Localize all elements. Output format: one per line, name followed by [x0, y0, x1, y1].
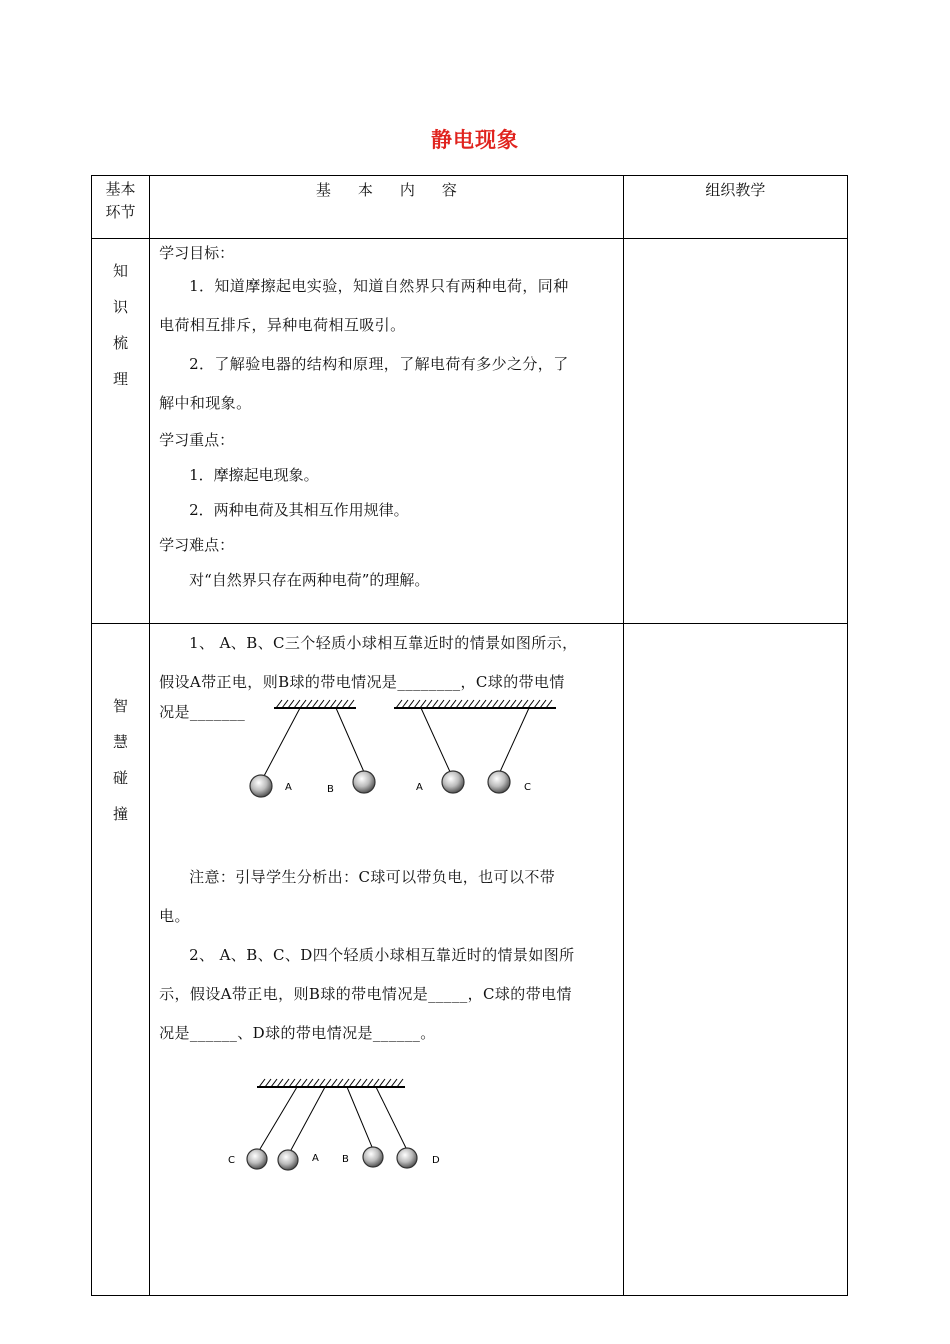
fig3-label-a: A — [312, 1153, 319, 1164]
question-1-line-2: 假设A带正电，则B球的带电情况是________，C球的带电情 — [159, 673, 565, 691]
objective-2-line-2: 解中和现象。 — [159, 394, 252, 412]
difficulty-point-1: 对“自然界只存在两种电荷”的理解。 — [189, 571, 430, 589]
label-char: 识 — [113, 298, 129, 316]
objectives-heading: 学习目标： — [159, 244, 235, 262]
ball-a — [278, 1150, 298, 1170]
ball-d — [397, 1148, 417, 1168]
question-2-line-2: 示，假设A带正电，则B球的带电情况是_____，C球的带电情 — [159, 985, 572, 1003]
fig3-label-c: C — [228, 1155, 236, 1166]
table-header-row — [92, 176, 848, 239]
ball-a — [250, 775, 272, 797]
header-content-char: 容 — [441, 181, 457, 199]
label-char: 梳 — [113, 334, 129, 352]
label-char: 慧 — [113, 733, 129, 751]
header-content-char: 内 — [399, 181, 442, 199]
ball-b — [363, 1147, 383, 1167]
note-line-1: 注意：引导学生分析出：C球可以带负电，也可以不带 — [189, 868, 556, 886]
note-line-2: 电。 — [159, 907, 190, 925]
question-1-figure-area — [159, 702, 615, 814]
section-knowledge-row — [92, 239, 848, 624]
question-2-line-1: 2、 A、B、C、D四个轻质小球相互靠近时的情景如图所 — [189, 946, 575, 964]
header-stage — [92, 176, 150, 239]
fig2-label-c: C — [524, 782, 532, 793]
pendulum-figure-1 — [159, 694, 619, 806]
key-point-2: 2．两种电荷及其相互作用规律。 — [189, 501, 409, 519]
difficulty-heading: 学习难点： — [159, 536, 235, 554]
key-points-heading: 学习重点： — [159, 431, 235, 449]
pendulum-figure-2 — [159, 1073, 619, 1183]
question-2-line-3: 况是______、D球的带电情况是______。 — [159, 1024, 436, 1042]
ball-c — [488, 771, 510, 793]
fig1-label-b: B — [327, 784, 334, 795]
section-knowledge-content — [150, 239, 624, 624]
section-knowledge-organization — [623, 239, 847, 624]
fig3-label-d: D — [432, 1155, 440, 1166]
fig2-label-a: A — [416, 782, 423, 793]
fig3-label-b: B — [342, 1154, 349, 1165]
ball-c — [247, 1149, 267, 1169]
header-stage-line2: 环节 — [105, 203, 136, 221]
fig1-label-a: A — [285, 782, 292, 793]
objective-1-line-1: 1．知道摩擦起电实验，知道自然界只有两种电荷，同种 — [189, 277, 569, 295]
question-1-line-1: 1、 A、B、C三个轻质小球相互靠近时的情景如图所示， — [189, 634, 578, 652]
label-char: 撞 — [113, 805, 129, 823]
label-char: 知 — [113, 262, 129, 280]
label-char: 智 — [113, 697, 129, 715]
header-stage-line1: 基本 — [105, 180, 136, 198]
page-title: 静电现象 — [431, 128, 519, 152]
header-content — [150, 176, 624, 239]
ball-a — [442, 771, 464, 793]
header-content-char: 基 — [315, 181, 358, 199]
ball-b — [353, 771, 375, 793]
question-1-line-3: 况是_______ — [159, 703, 246, 721]
section-wisdom-row — [92, 624, 848, 1296]
objective-2-line-1: 2．了解验电器的结构和原理，了解电荷有多少之分，了 — [189, 355, 569, 373]
lesson-table — [91, 175, 848, 1296]
key-point-1: 1．摩擦起电现象。 — [189, 466, 319, 484]
objective-1-line-2: 电荷相互排斥，异种电荷相互吸引。 — [159, 316, 406, 334]
section-wisdom-organization — [623, 624, 847, 1296]
section-wisdom-content — [150, 624, 624, 1296]
header-organization: 组织教学 — [623, 176, 847, 239]
section-wisdom-label — [92, 624, 150, 1296]
header-content-char: 本 — [357, 181, 400, 199]
label-char: 碰 — [113, 769, 129, 787]
section-knowledge-label — [92, 239, 150, 624]
label-char: 理 — [113, 370, 129, 388]
